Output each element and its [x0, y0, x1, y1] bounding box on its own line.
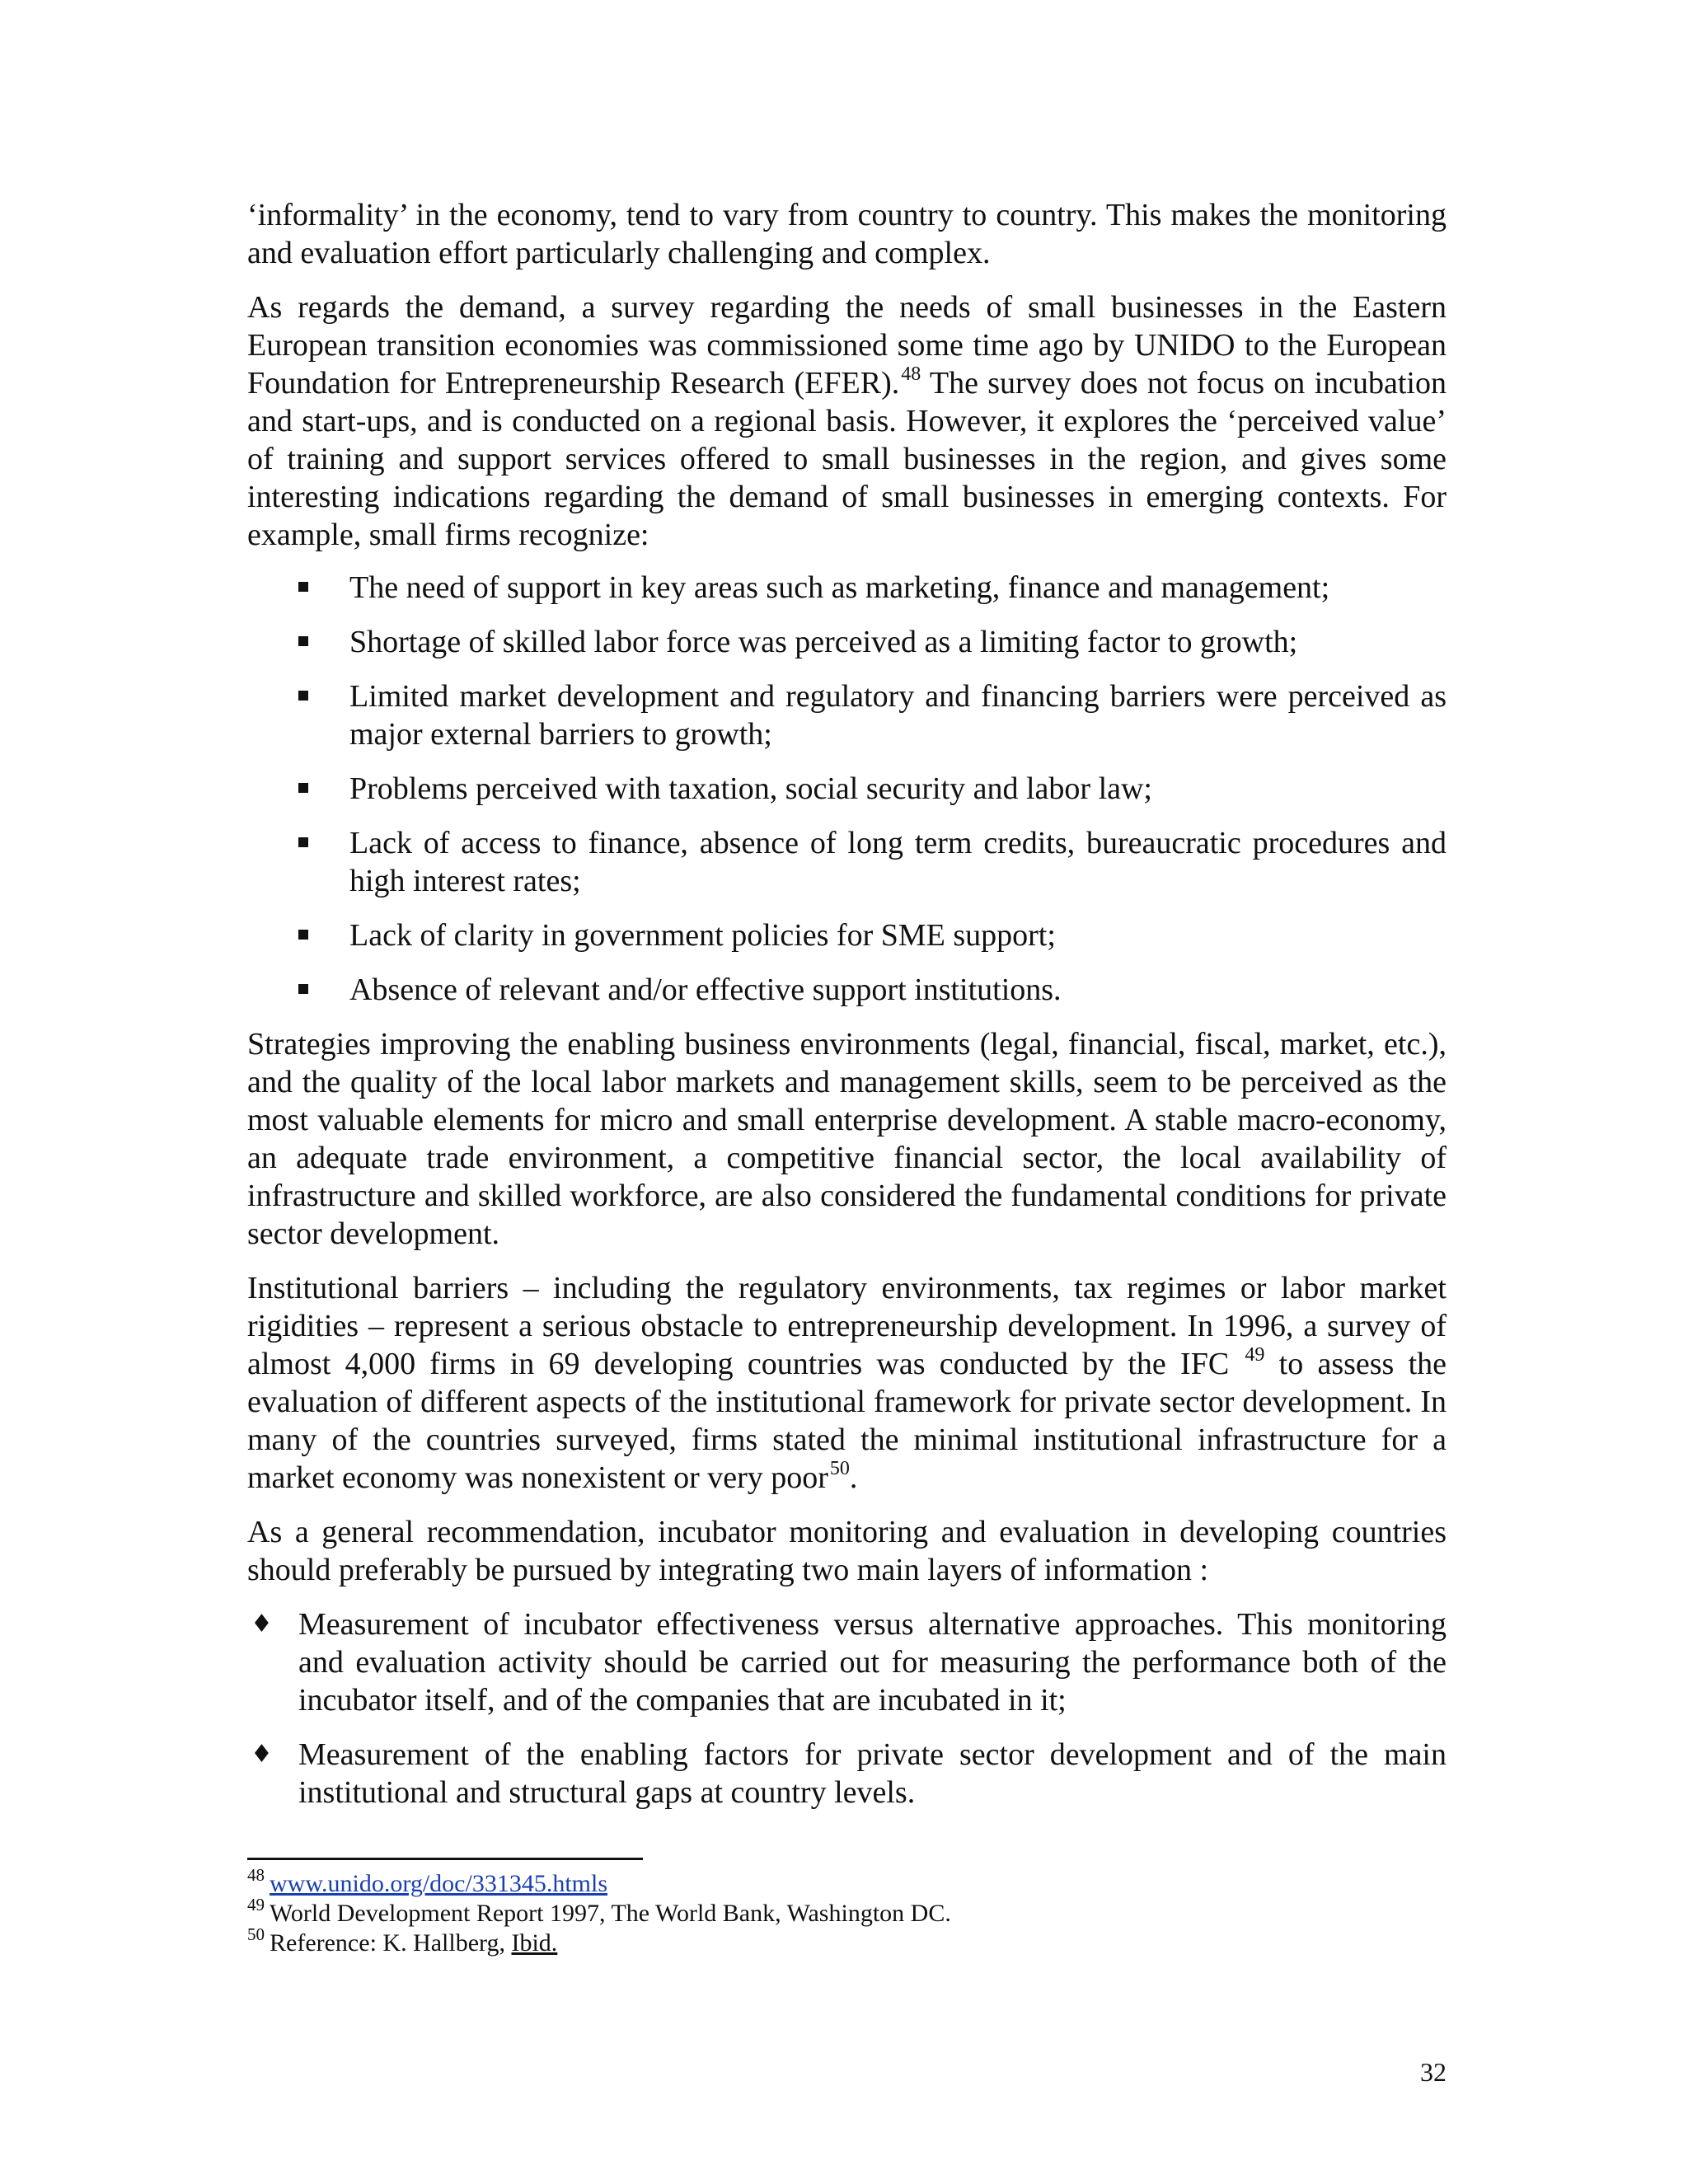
list-item-text: Measurement of the enabling factors for private sector development and of the main institutional and structural gaps at country levels.	[298, 1737, 1447, 1810]
page-number: 32	[1420, 2057, 1447, 2087]
paragraph-institutional-barriers	[247, 1269, 1447, 1497]
footnote-ref-49[interactable]: 49	[1245, 1344, 1265, 1366]
square-bullet-icon	[298, 691, 308, 701]
list-item	[247, 770, 1447, 808]
footnote-number: 48	[247, 1865, 265, 1885]
paragraph-strategies: Strategies improving the enabling business environments (legal, financial, fiscal, market, etc.), and the quality of the local labor markets and management skills, seem to be perceived as the most valuable elements for micro and small enterprise development. A stable macro-economy, an adequate trade environment, a competitive financial sector, the local availability of infrastructure and skilled workforce, are also considered the fundamental conditions for private sector development.	[247, 1027, 1447, 1251]
list-item	[247, 677, 1447, 753]
paragraph-barriers-text-3: .	[849, 1460, 858, 1495]
paragraph-recommendation: As a general recommendation, incubator monitoring and evaluation in developing countries should preferably be pursued by integrating two main layers of information :	[247, 1515, 1447, 1587]
list-item	[247, 623, 1447, 661]
list-item-text: Problems perceived with taxation, social security and labor law;	[349, 771, 1152, 806]
list-item	[247, 916, 1447, 954]
footnote-48-link[interactable]: www.unido.org/doc/331345.htmls	[270, 1870, 607, 1897]
square-bullet-icon	[298, 930, 308, 940]
footnotes	[247, 1865, 1447, 1958]
footnote-ref-50[interactable]: 50	[829, 1458, 850, 1479]
list-item-text: Lack of clarity in government policies for SME support;	[349, 918, 1056, 953]
paragraph-informality: ‘informality’ in the economy, tend to vary from country to country. This makes the monitoring and evaluation effort particularly challenging and complex.	[247, 198, 1447, 270]
footnote-49	[247, 1895, 1447, 1929]
footnote-number: 50	[247, 1924, 265, 1944]
footnote-separator	[247, 1858, 643, 1860]
page-body	[247, 196, 1447, 1828]
list-item-text: Measurement of incubator effectiveness versus alternative approaches. This monitoring and evaluation activity should be carried out for measuring the performance both of the incubator itself, and of the companies that are incubated in it;	[298, 1607, 1447, 1718]
diamond-bullet-icon: ♦	[251, 1740, 273, 1769]
footnote-50-text: Reference: K. Hallberg,	[270, 1929, 512, 1957]
square-bullet-icon	[298, 837, 308, 847]
list-item-text: Limited market development and regulatory and financing barriers were perceived as major external barriers to growth;	[349, 679, 1447, 752]
list-item	[247, 971, 1447, 1009]
list-item	[247, 824, 1447, 900]
list-item	[247, 1736, 1447, 1811]
list-item	[247, 569, 1447, 607]
footnote-50-ibid: Ibid.	[511, 1929, 558, 1957]
list-item-text: Shortage of skilled labor force was perceived as a limiting factor to growth;	[349, 625, 1298, 659]
footnote-number: 49	[247, 1895, 265, 1915]
footnote-48	[247, 1865, 1447, 1899]
list-item-text: Lack of access to finance, absence of long term credits, bureaucratic procedures and high interest rates;	[349, 826, 1447, 898]
paragraph-demand-text-2: The survey does not focus on incubation and start-ups, and is conducted on a regional basis. However, it explores the ‘perceived value’ of training and support services offered to small businesses in the region, and gives some interesting indications regarding the demand of small businesses in emerging contexts. For example, small firms recognize:	[247, 366, 1447, 552]
footnote-50	[247, 1924, 1447, 1958]
square-bullet-icon	[298, 783, 308, 793]
list-item-text: Absence of relevant and/or effective support institutions.	[349, 972, 1062, 1007]
paragraph-barriers-text-1: Institutional barriers – including the regulatory environments, tax regimes or labor market rigidities – represent a serious obstacle to entrepreneurship development. In 1996, a survey of almost 4,000 firms in 69 developing countries was conducted by the IFC	[247, 1271, 1447, 1381]
paragraph-demand-text-1: As regards the demand, a survey regarding the needs of small businesses in the Eastern European transition economies was commissioned some time ago by UNIDO to the European Foundation for Entrepreneurship Research (EFER).	[247, 290, 1447, 401]
list-item-text: The need of support in key areas such as marketing, finance and management;	[349, 570, 1330, 605]
paragraph-barriers-text-2: to assess the evaluation of different aspects of the institutional framework for private sector development. In many of the countries surveyed, firms stated the minimal institutional infrastructure for a market economy was nonexistent or very poor	[247, 1347, 1447, 1495]
square-bullet-icon	[298, 582, 308, 592]
small-firms-needs-list	[247, 569, 1447, 1009]
paragraph-demand-survey	[247, 288, 1447, 554]
footnote-ref-48[interactable]: 48	[901, 363, 921, 385]
information-layers-list	[247, 1605, 1447, 1811]
list-item	[247, 1605, 1447, 1719]
diamond-bullet-icon: ♦	[251, 1610, 273, 1638]
square-bullet-icon	[298, 984, 308, 994]
footnote-49-text: World Development Report 1997, The World Bank, Washington DC.	[270, 1900, 951, 1927]
square-bullet-icon	[298, 636, 308, 646]
